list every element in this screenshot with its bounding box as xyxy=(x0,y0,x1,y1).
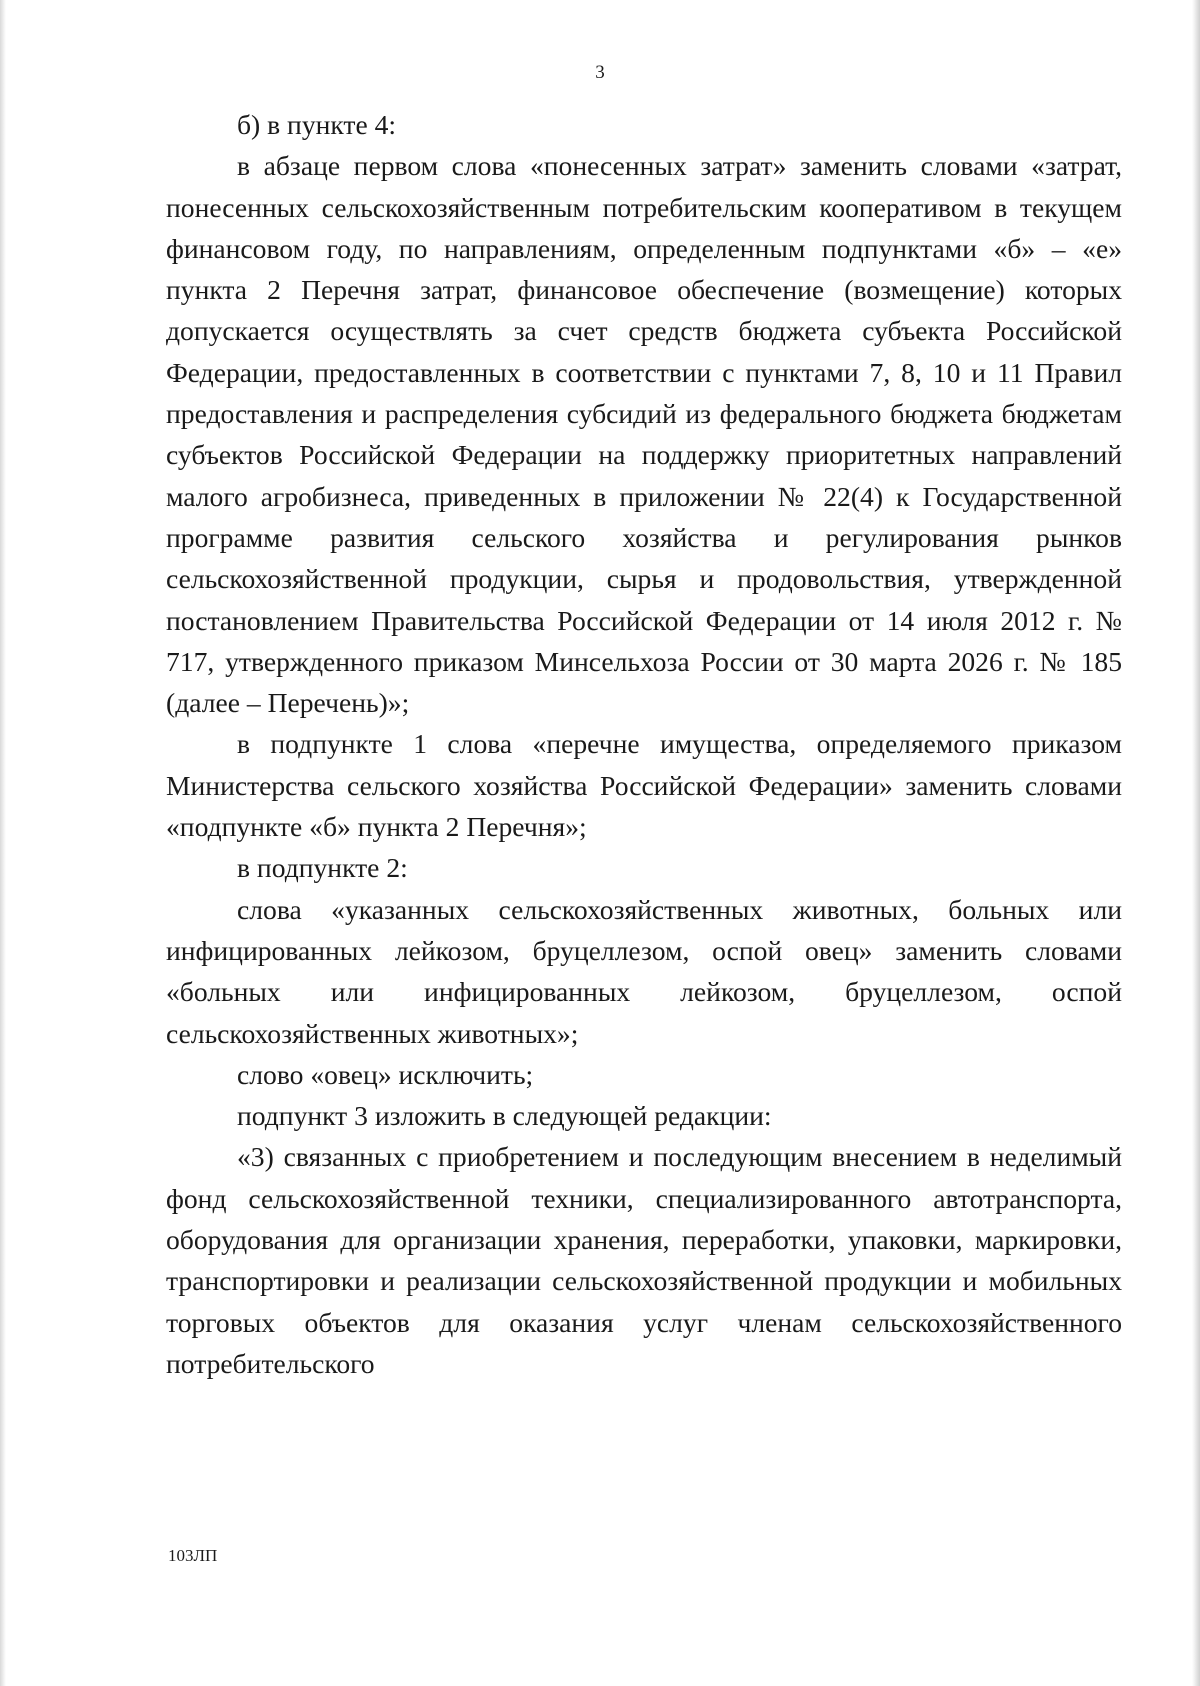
paragraph-subpoint-2-heading: в подпункте 2: xyxy=(237,852,408,884)
paragraph-subpoint-1: в подпункте 1 слова «перечне имущества, определяемого приказом Министерства сельского хозяйства Российской Федерации» заменить словами «подпункте «б» пункта 2 Перечня»; xyxy=(166,728,1122,843)
page-number: 3 xyxy=(595,62,605,83)
scan-edge-left xyxy=(0,0,6,1686)
scan-edge-right xyxy=(1192,0,1200,1686)
paragraph-exclude-word: слово «овец» исключить; xyxy=(237,1058,534,1090)
footer-document-code: 103ЛП xyxy=(168,1546,218,1565)
paragraph-subitem-b: б) в пункте 4: xyxy=(237,109,397,140)
paragraph-first-abzac: в абзаце первом слова «понесенных затрат» заменить словами «затрат, понесенных сельскохозяйственным потребительским кооперативом в текущем финансовом году, по направлениям, определенным подпунктами «б» – «е» пункта 2 Перечня затрат, финансовое обеспечение (возмещение) которых допускается осуществлять за счет средств бюджета субъекта Российской Федерации, предоставленных в соответствии с пунктами 7, 8, 10 и 11 Правил предоставления и распределения субсидий из федерального бюджета бюджетам субъектов Российской Федерации на поддержку приоритетных направлений малого агробизнеса, приведенных в приложении № 22(4) к Государственной программе развития сельского хозяйства и регулирования рынков сельскохозяйственной продукции, сырья и продовольствия, утвержденной постановлением Правительства Российской Федерации от 14 июля 2012 г. № 717, утвержденного приказом Минсельхоза России от 30 марта 2026 г. № 185 (далее – Перечень)»; xyxy=(166,150,1122,719)
document-body xyxy=(166,104,1122,1384)
paragraph-subpoint-3-text: «3) связанных с приобретением и последующим внесением в неделимый фонд сельскохозяйственной техники, специализированного автотранспорта, оборудования для организации хранения, переработки, упаковки, маркировки, транспортировки и реализации сельскохозяйственной продукции и мобильных торговых объектов для оказания услуг членам сельскохозяйственного потребительского xyxy=(166,1141,1122,1379)
paragraph-subpoint-2-words: слова «указанных сельскохозяйственных животных, больных или инфицированных лейкозом, бруцеллезом, оспой овец» заменить словами «больных или инфицированных лейкозом, бруцеллезом, оспой сельскохозяйственных животных»; xyxy=(166,893,1122,1049)
paragraph-subpoint-3-heading: подпункт 3 изложить в следующей редакции: xyxy=(237,1100,772,1132)
